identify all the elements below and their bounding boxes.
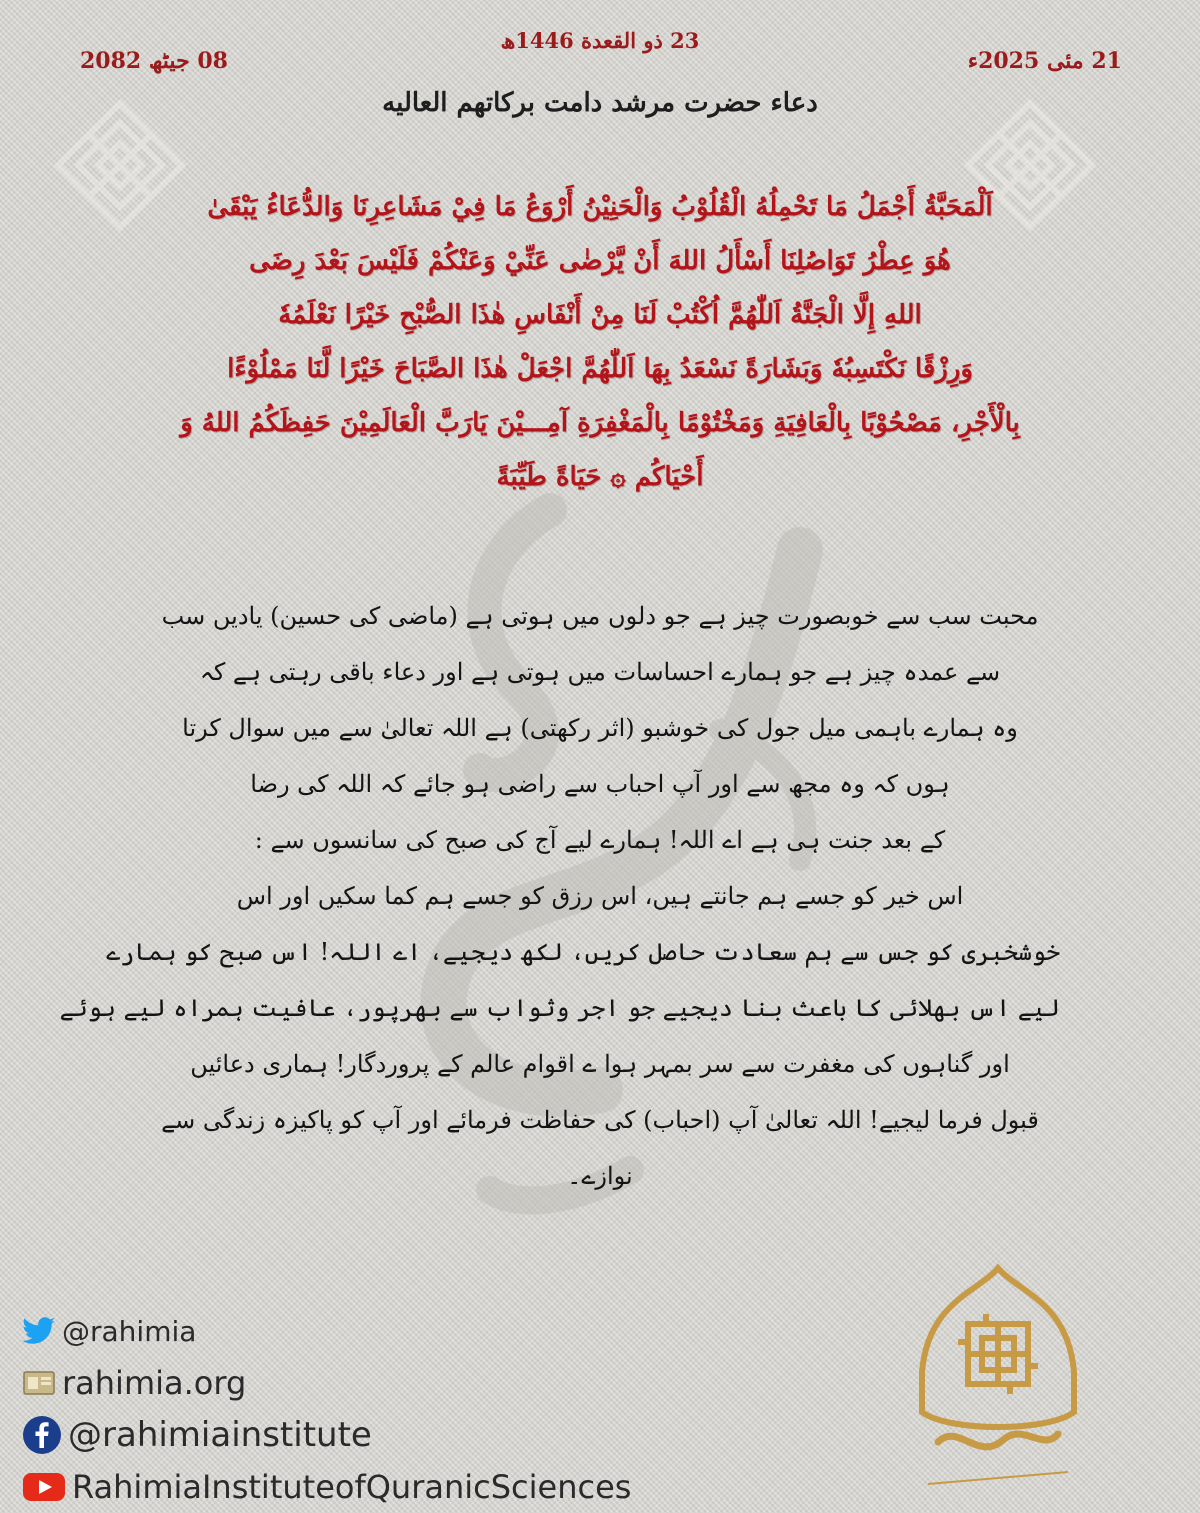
urdu-line: نوازے۔ [567, 1162, 633, 1190]
youtube-icon [22, 1472, 66, 1502]
twitter-icon [22, 1317, 56, 1345]
urdu-line: اس خیر کو جسے ہم جانتے ہیں، اس رزق کو جسے ہم کما سکیں اور اس [236, 882, 964, 910]
arabic-line: وَرِزْقًا نَكْتَسِبُهٗ وَبَشَارَةً نَسْعَدُ بِهَا اَللّٰهُمَّ اجْعَلْ هٰذَا الصَّبَاحَ خَيْرًا لَّنَا مَمْلُوْءًا [227, 354, 973, 384]
youtube-link[interactable] [22, 1461, 631, 1513]
website-link[interactable] [22, 1357, 631, 1409]
hijri-date: 23 ذو القعدة 1446ھ [500, 28, 700, 53]
urdu-translation [59, 588, 1060, 1204]
urdu-line: وہ ہمارے باہمی میل جول کی خوشبو (اثر رکھتی) ہے اللہ تعالیٰ سے میں سوال کرتا [182, 714, 1018, 742]
bikrami-date: 08 جیٹھ 2082 [80, 48, 228, 74]
web-icon [22, 1368, 56, 1398]
urdu-line: محبت سب سے خوبصورت چیز ہے جو دلوں میں ہوتی ہے (ماضی کی حسین) یادیں سب [161, 602, 1039, 630]
gregorian-date: 21 مئی 2025ء [967, 48, 1122, 74]
arabic-line: اللهِ إِلَّا الْجَنَّةُ اَللّٰهُمَّ اُكْتُبْ لَنَا مِنْ أَنْفَاسِ هٰذَا الصُّبْحِ خَيْرًا نَعْلَمُهٗ [278, 300, 922, 330]
twitter-handle: @rahimia [62, 1314, 197, 1348]
institute-logo [908, 1262, 1088, 1502]
youtube-channel: RahimiaInstituteofQuranicSciences [72, 1468, 632, 1506]
twitter-link[interactable] [22, 1305, 631, 1357]
page-title: دعاء حضرت مرشد دامت برکاتهم العاليه [382, 88, 818, 118]
facebook-handle: @rahimiainstitute [68, 1415, 372, 1455]
facebook-icon [22, 1415, 62, 1455]
social-links [22, 1305, 631, 1513]
website-url: rahimia.org [62, 1364, 247, 1402]
arabic-dua [70, 180, 1130, 504]
urdu-line: خوشخبری کو جس سے ہم سعادت حاصل کریں، لکھ دیجیے، اے اللہ! اس صبح کو ہمارے [106, 938, 1060, 966]
arabic-line: اَلْمَحَبَّةُ أَجْمَلُ مَا تَحْمِلُهُ الْقُلُوْبُ وَالْحَنِيْنُ أَرْوَعُ مَا فِيْ مَشَاعِرِنَا وَالدُّعَاءُ يَبْقَىٰ [207, 192, 993, 222]
urdu-line: کے بعد جنت ہی ہے اے اللہ! ہمارے لیے آج کی صبح کی سانسوں سے : [254, 826, 946, 854]
urdu-line: ہوں کہ وہ مجھ سے اور آپ احباب سے راضی ہو جائے کہ اللہ کی رضا [250, 770, 950, 798]
urdu-line: لیے اس بھلائی کا باعث بنا دیجیے جو اجر وثواب سے بھرپور، عافیت ہمراہ لیے ہوئے [59, 994, 1060, 1022]
arabic-line: هُوَ عِطْرُ تَوَاصُلِنَا أَسْأَلُ اللهَ أَنْ يَّرْضٰى عَنِّيْ وَعَنْكُمْ فَلَيْسَ بَعْدَ رِضَى [249, 246, 951, 276]
facebook-link[interactable] [22, 1409, 631, 1461]
arabic-line: بِالْأَجْرِ، مَصْحُوْبًا بِالْعَافِيَةِ وَمَخْتُوْمًا بِالْمَغْفِرَةِ آمِـــيْنَ يَارَبَّ الْعَالَمِيْنَ حَفِظَكُمُ اللهُ وَ [180, 408, 1020, 438]
arabic-line: أَحْيَاكُم ۞ حَيَاةً طَيِّبَةً [496, 462, 704, 492]
urdu-line: سے عمدہ چیز ہے جو ہمارے احساسات میں ہوتی ہے اور دعاء باقی رہتی ہے کہ [199, 658, 1001, 686]
urdu-line: قبول فرما لیجیے! اللہ تعالیٰ آپ (احباب) کی حفاظت فرمائے اور آپ کو پاکیزہ زندگی سے [161, 1106, 1039, 1134]
urdu-line: اور گناہوں کی مغفرت سے سر بمہر ہوا ے اقوام عالم کے پروردگار! ہماری دعائیں [190, 1050, 1010, 1078]
